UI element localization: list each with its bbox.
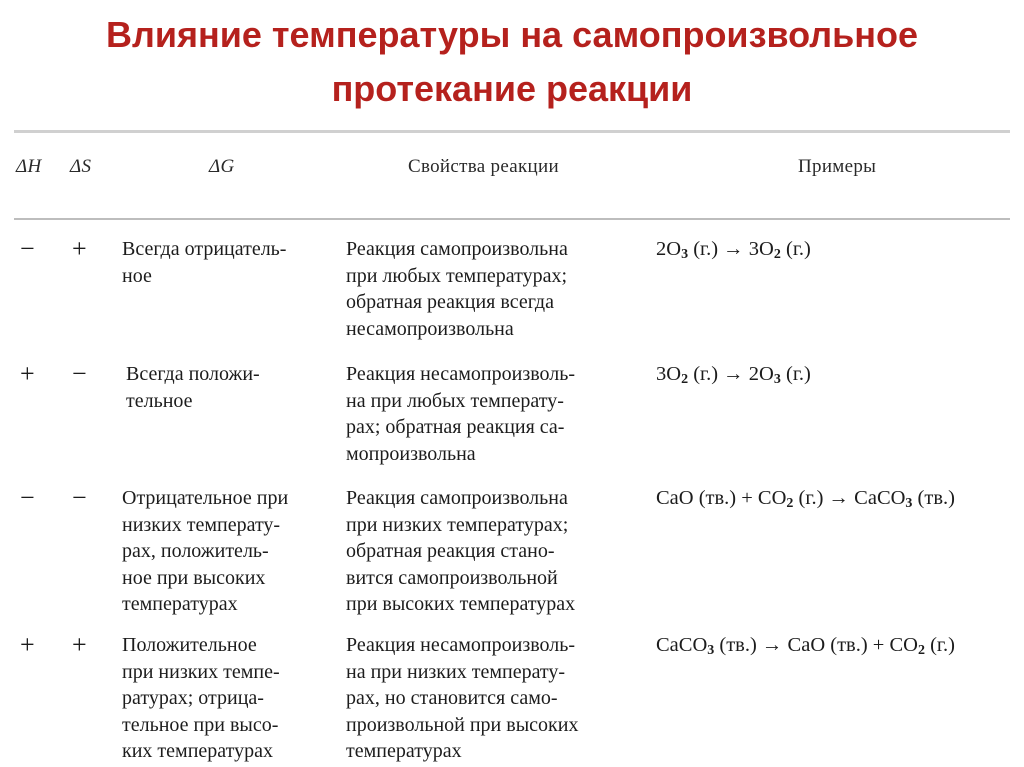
formula-subscript: 2 <box>681 372 689 387</box>
delta-h-sign: + <box>20 359 35 388</box>
delta-g-description: Всегда положи- тельное <box>126 363 260 412</box>
formula-subscript: 2 <box>786 496 794 511</box>
table-header-rule <box>14 218 1010 220</box>
example-formula <box>656 487 955 509</box>
delta-h-sign: − <box>20 234 35 263</box>
formula-part: (г.) → CaCO <box>793 487 906 509</box>
formula-part: CaCO <box>656 634 708 656</box>
delta-h-sign: − <box>20 483 35 512</box>
formula-part: (тв.) <box>912 487 955 509</box>
reaction-properties: Реакция несамопроизволь- на при низких температу- рах, но становится само- произвольной при высоких температурах <box>346 634 579 762</box>
reaction-example <box>656 485 1016 518</box>
formula-part: (г.) <box>780 238 811 260</box>
example-formula <box>656 634 955 656</box>
formula-subscript: 3 <box>707 643 715 658</box>
formula-subscript: 3 <box>681 247 689 262</box>
header-delta-h: ΔH <box>16 156 42 177</box>
delta-s-sign: + <box>72 234 87 263</box>
header-examples: Примеры <box>798 156 877 177</box>
formula-part: (г.) <box>924 634 955 656</box>
reaction-example <box>656 361 1016 394</box>
delta-g-description: Положительное при низких темпе- ратурах; отрица- тельное при высо- ких температурах <box>122 634 280 762</box>
formula-subscript: 3 <box>773 372 781 387</box>
formula-part: CaO (тв.) + CO <box>656 487 787 509</box>
slide-title <box>0 8 1024 116</box>
title-line-1: Влияние температуры на самопроизвольное <box>106 14 918 55</box>
reaction-properties: Реакция самопроизвольна при любых температурах; обратная реакция всегда несамопроизвольна <box>346 238 568 340</box>
delta-g-description: Всегда отрицатель- ное <box>122 238 287 287</box>
formula-part: 3O <box>656 363 682 385</box>
header-delta-g: ΔG <box>209 156 235 177</box>
table-top-rule <box>14 130 1010 133</box>
example-formula <box>656 363 811 385</box>
example-formula <box>656 238 811 260</box>
formula-subscript: 3 <box>905 496 913 511</box>
formula-part: (тв.) → CaO (тв.) + CO <box>714 634 918 656</box>
reaction-properties: Реакция несамопроизволь- на при любых температу- рах; обратная реакция са- мопроизвольна <box>346 363 576 465</box>
formula-subscript: 2 <box>917 643 925 658</box>
header-delta-s: ΔS <box>70 156 92 177</box>
reaction-properties: Реакция самопроизвольна при низких температурах; обратная реакция стано- вится самопроизвольной при высоких температурах <box>346 487 576 615</box>
delta-g-description: Отрицательное при низких температу- рах, положитель- ное при высоких температурах <box>122 487 289 615</box>
delta-s-sign: + <box>72 630 87 659</box>
delta-s-sign: − <box>72 359 87 388</box>
title-line-2: протекание реакции <box>331 68 693 109</box>
reaction-example <box>656 236 1016 269</box>
formula-part: (г.) <box>780 363 811 385</box>
formula-part: 2O <box>656 238 682 260</box>
formula-part: (г.) → 3O <box>688 238 774 260</box>
delta-s-sign: − <box>72 483 87 512</box>
formula-subscript: 2 <box>773 247 781 262</box>
delta-h-sign: + <box>20 630 35 659</box>
reaction-example <box>656 632 1016 665</box>
header-properties: Свойства реакции <box>408 156 559 177</box>
formula-part: (г.) → 2O <box>688 363 774 385</box>
